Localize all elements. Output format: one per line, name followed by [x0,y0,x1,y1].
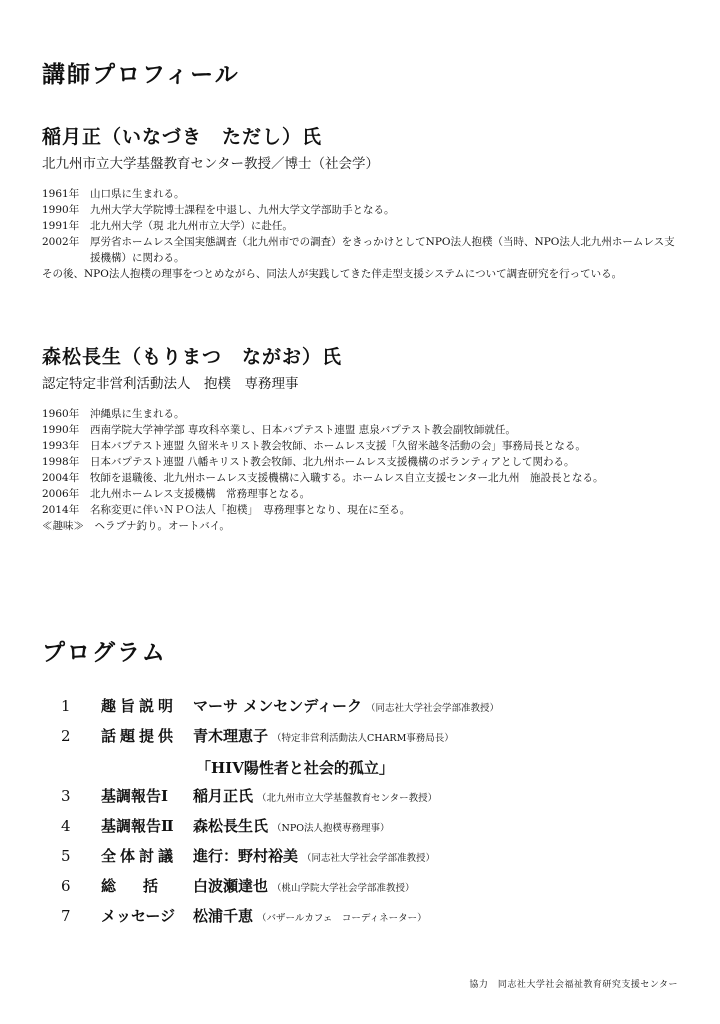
program-role: 全体討議 [101,847,178,865]
program-role: 趣旨説明 [101,697,178,715]
program-affiliation: （桃山学院大学社会学部准教授） [272,883,415,894]
program-affiliation: （北九州市立大学基盤教育センター教授） [257,793,438,804]
lecturer-title: 北九州市立大学基盤教育センター教授／博士（社会学） [42,156,379,172]
bio-text: 山口県に生まれる。 [90,188,185,200]
program-role: 基調報告Ⅰ [101,787,169,805]
program-item [60,845,680,875]
program-item [60,875,680,905]
bio-year: 1993年 [42,440,80,452]
program-affiliation: （同志社大学社会学部准教授） [302,853,436,864]
bio-entry [42,186,682,202]
program-heading: プログラム [42,639,167,666]
program-number: 1 [61,697,71,715]
bio-entry [42,202,682,218]
program-number: 5 [61,847,71,865]
program-speaker: 稲月正氏 [193,787,254,805]
bio-note: ≪趣味≫ ヘラブナ釣り。オートバイ。 [42,520,230,532]
program-role: 話題提供 [101,727,178,745]
program-number: 7 [61,907,71,925]
program-item [60,815,680,845]
bio-year: 1960年 [42,408,80,420]
program-list [60,695,680,935]
profile-heading: 講師プロフィール [42,61,240,88]
program-role: メッセージ [101,907,176,925]
footer-cooperation: 協力 同志社大学社会福祉教育研究支援センター [469,980,678,990]
lecturer-inazuki [42,124,682,283]
bio-text: 名称変更に伴いＮＰＯ法人「抱樸」 専務理事となり、現在に至る。 [90,504,411,516]
lecturer-name: 稲月正（いなづき ただし）氏 [42,126,323,148]
bio-year: 2006年 [42,488,80,500]
bio-year: 1961年 [42,188,80,200]
bio-text: 厚労省ホームレス全国実態調査（北九州市での調査）をきっかけとしてNPO法人抱樸（当時、NPO法人北九州ホームレス支援機構）に関わる。 [90,236,675,264]
lecturer-morimatsu [42,344,682,535]
bio-text: 北九州ホームレス支援機構 常務理事となる。 [90,488,311,500]
program-number: 2 [61,727,71,745]
bio-entry [42,406,682,422]
bio-note: その後、NPO法人抱樸の理事をつとめながら、同法人が実践してきた伴走型支援システムについて調査研究を行っている。 [42,268,623,280]
bio-text: 北九州大学（現 北九州市立大学）に赴任。 [90,220,293,232]
bio-text: 西南学院大学神学部 専攻科卒業し、日本バプテスト連盟 恵泉バプテスト教会副牧師就任。 [90,424,516,436]
program-number: 4 [61,817,71,835]
program-item [60,725,680,755]
bio-entry [42,438,682,454]
bio-text: 日本バプテスト連盟 八幡キリスト教会牧師、北九州ホームレス支援機構のボランティアとして関わる。 [90,456,575,468]
program-speaker: マーサ メンセンディーク [193,697,363,715]
bio-text: 日本バプテスト連盟 久留米キリスト教会牧師、ホームレス支援「久留米越冬活動の会」事務局長となる。 [90,440,586,452]
program-item [60,905,680,935]
bio-entry [42,218,682,234]
lecturer-name: 森松長生（もりまつ ながお）氏 [42,346,343,368]
program-affiliation: （同志社大学社会学部准教授） [366,703,500,714]
program-speaker: 森松長生氏 [193,817,269,835]
program-number: 3 [61,787,71,805]
bio-entry [42,422,682,438]
bio-year: 1990年 [42,204,80,216]
bio-year: 2004年 [42,472,80,484]
program-role: 基調報告Ⅱ [101,817,174,835]
bio-text: 沖縄県に生まれる。 [90,408,185,420]
bio-year: 1990年 [42,424,80,436]
bio-year: 1998年 [42,456,80,468]
program-affiliation: （特定非営利活動法人CHARM事務局長） [272,733,454,744]
program-affiliation: （NPO法人抱樸専務理事） [272,823,390,834]
bio-text: 九州大学大学院博士課程を中退し、九州大学文学部助手となる。 [90,204,395,216]
program-item [60,695,680,725]
bio-entry [42,486,682,502]
program-number: 6 [61,877,71,895]
lecturer-title: 認定特定非営利活動法人 抱樸 専務理事 [42,376,299,392]
bio-year: 2002年 [42,236,80,248]
bio-entry [42,502,682,518]
program-topic-title: 「HIV陽性者と社会的孤立」 [196,759,394,777]
program-item [60,785,680,815]
bio-year: 1991年 [42,220,80,232]
bio-entry [42,454,682,470]
lecturer-bio [42,406,682,535]
program-speaker: 進行：野村裕美 [193,847,299,865]
lecturer-bio [42,186,682,283]
program-affiliation: （バザールカフェ コーディネーター） [257,913,427,924]
bio-entry [42,234,682,266]
program-speaker: 松浦千恵 [193,907,254,925]
program-role: 総 括 [101,877,165,895]
bio-text: 牧師を退職後、北九州ホームレス支援機構に入職する。ホームレス自立支援センター北九州 施設長となる。 [90,472,604,484]
bio-entry [42,470,682,486]
program-speaker: 白波瀬達也 [193,877,269,895]
program-speaker: 青木理恵子 [193,727,269,745]
bio-year: 2014年 [42,504,80,516]
